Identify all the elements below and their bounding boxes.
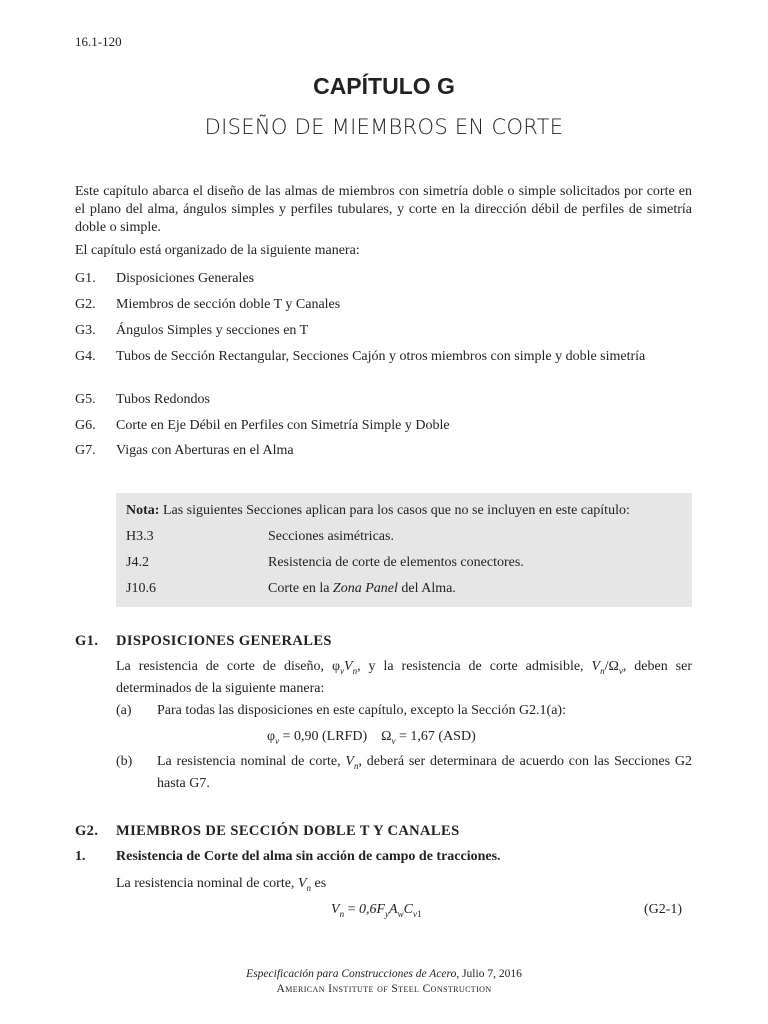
note-row-code: H3.3 bbox=[126, 529, 154, 544]
note-row-code: J10.6 bbox=[126, 581, 156, 596]
equation-label: (G2-1) bbox=[644, 902, 683, 917]
item-code: (a) bbox=[116, 703, 132, 718]
item-code: (b) bbox=[116, 754, 133, 769]
note-row-text: Secciones asimétricas. bbox=[268, 529, 394, 544]
note-heading bbox=[126, 503, 630, 519]
contents-item-text: Tubos de Sección Rectangular, Secciones Cajón y otros miembros con simple y doble simetría bbox=[116, 349, 646, 364]
section-number: G2. bbox=[75, 823, 99, 839]
contents-item-text: Miembros de sección doble T y Canales bbox=[116, 297, 341, 312]
section-title: MIEMBROS DE SECCIÓN DOBLE T Y CANALES bbox=[116, 823, 460, 839]
note-row bbox=[126, 555, 524, 571]
item-text: La resistencia nominal de corte, $V_n$, deberá ser determinara de acuerdo con las Secciones G2 hasta G7. bbox=[157, 754, 692, 791]
chapter-title: CAPÍTULO G bbox=[313, 73, 455, 99]
organization-text: El capítulo está organizado de la siguiente manera: bbox=[75, 243, 360, 258]
section-heading-g2 bbox=[75, 823, 692, 841]
contents-item-code: G2. bbox=[75, 297, 96, 312]
note-box bbox=[116, 493, 692, 607]
g1-paragraph: La resistencia de corte de diseño, $\varphi_vV_n$, y la resistencia de corte admisible, $V_n/\Omega_v$, deben ser determinados de la siguiente manera: bbox=[116, 659, 692, 696]
note-label: Nota: bbox=[126, 503, 160, 518]
note-row bbox=[126, 581, 456, 597]
intro-paragraph: Este capítulo abarca el diseño de las almas de miembros con simetría doble o simple solicitados por corte en el plano del alma, ángulos simples y perfiles tubulares, y corte en la dirección débil de perfiles de simetría doble o simple. bbox=[75, 184, 692, 235]
contents-item-text: Vigas con Aberturas en el Alma bbox=[116, 443, 294, 458]
subsection-title: Resistencia de Corte del alma sin acción de campo de tracciones. bbox=[116, 849, 501, 864]
note-row-text: Corte en la Zona Panel del Alma. bbox=[268, 581, 456, 596]
contents-item-text: Tubos Redondos bbox=[116, 392, 211, 407]
contents-item-code: G6. bbox=[75, 418, 96, 433]
contents-item-code: G5. bbox=[75, 392, 96, 407]
item-text: Para todas las disposiciones en este capítulo, excepto la Sección G2.1(a): bbox=[157, 703, 566, 718]
contents-item-text: Corte en Eje Débil en Perfiles con Simetría Simple y Doble bbox=[116, 418, 450, 433]
contents-item-code: G3. bbox=[75, 323, 96, 338]
g1-item-b bbox=[116, 753, 692, 789]
contents-item-code: G1. bbox=[75, 271, 96, 286]
g2-equation: $V_n = 0,6F_yA_wC_{v1}$ bbox=[331, 902, 422, 919]
footer-line-2: American Institute of Steel Construction bbox=[276, 983, 492, 995]
note-row-text: Resistencia de corte de elementos conectores. bbox=[268, 555, 524, 570]
note-text: Las siguientes Secciones aplican para los casos que no se incluyen en este capítulo: bbox=[162, 503, 630, 518]
section-number: G1. bbox=[75, 633, 99, 649]
section-heading-g1 bbox=[75, 633, 692, 651]
contents-item-code: G4. bbox=[75, 349, 96, 364]
note-row-code: J4.2 bbox=[126, 555, 149, 570]
note-row bbox=[126, 529, 394, 545]
contents-item-code: G7. bbox=[75, 443, 96, 458]
g1-equation: $\varphi_v = 0,90$ (LRFD) $\Omega_v = 1,67$ (ASD) bbox=[267, 729, 476, 746]
chapter-subtitle: DISEÑO DE MIEMBROS EN CORTE bbox=[204, 115, 564, 139]
subsection-number: 1. bbox=[75, 849, 86, 864]
contents-item-text: Disposiciones Generales bbox=[116, 271, 255, 286]
section-title: DISPOSICIONES GENERALES bbox=[116, 633, 332, 649]
contents-item-text: Ángulos Simples y secciones en T bbox=[116, 323, 309, 338]
footer-line-1: Especificación para Construcciones de Acero, Julio 7, 2016 bbox=[246, 968, 522, 980]
g1-item-a bbox=[116, 702, 692, 720]
g2-paragraph: La resistencia nominal de corte, $V_n$ es bbox=[116, 876, 327, 893]
page-number: 16.1-120 bbox=[75, 34, 122, 49]
